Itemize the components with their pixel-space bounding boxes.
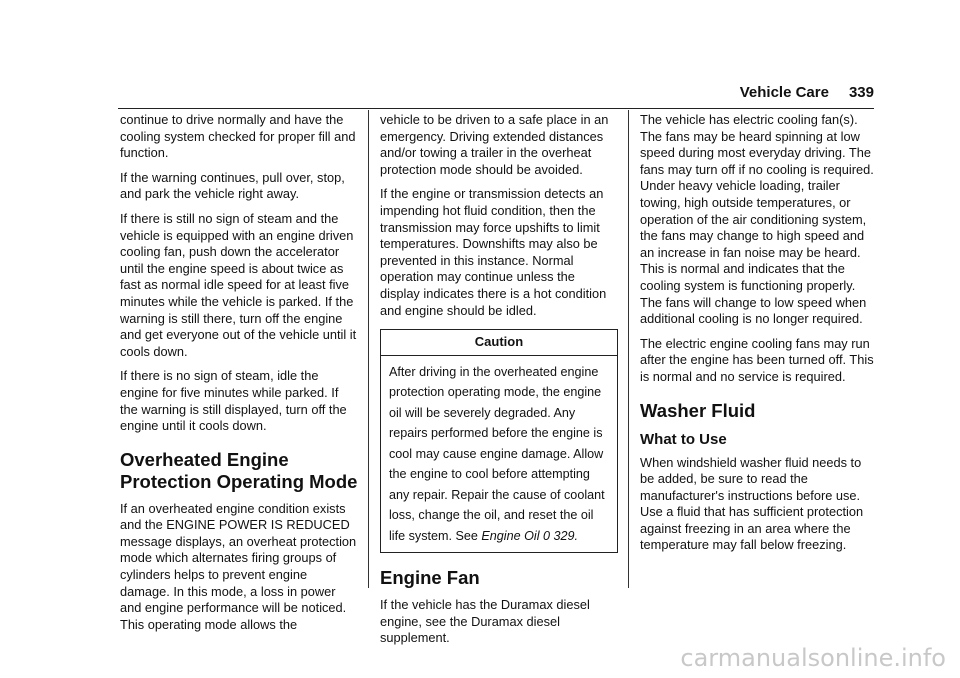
section-heading: Engine Fan [380, 567, 480, 589]
page-arrow-icon: 0 [543, 528, 551, 543]
paragraph: vehicle to be driven to a safe place in an emergency. Driving extended distances and/or towing a trailer in the overheat protection mode should be avoided. [380, 112, 609, 177]
paragraph: If the engine or transmission detects an impending hot fluid condition, then the transmission may force upshifts to limit temperatures. Downshifts may also be prevented in this instance. Normal operation may continue unless the display indicates there is a hot condition and engine should be idled. [380, 186, 607, 318]
paragraph: The vehicle has electric cooling fan(s). The fans may be heard spinning at low speed during most everyday driving. The fans may turn off if no cooling is required. Under heavy vehicle loading, trailer towing, high outside temperatures, or operation of the air conditioning system, the fans may change to high speed and an increase in fan noise may be heard. This is normal and indicates that the cooling system is functioning properly. The fans will change to low speed when additional cooling is no longer required. [640, 112, 874, 327]
page-header [118, 84, 874, 106]
paragraph: If the vehicle has the Duramax diesel engine, see the Duramax diesel supplement. [380, 597, 590, 646]
paragraph: If the warning continues, pull over, stop, and park the vehicle right away. [120, 169, 345, 202]
subsection-heading: What to Use [640, 430, 727, 448]
section-heading: Overheated Engine Protection Operating Mode [120, 448, 358, 492]
xref-title: Engine Oil [481, 528, 540, 543]
section-title: Vehicle Care [739, 84, 829, 101]
paragraph: If an overheated engine condition exists and the ENGINE POWER IS REDUCED message displays, an overheat protection mode which alternates firing groups of cylinders helps to prevent engine damage. In this mode, a loss in power and engine performance will be noticed. This operating mode allows the [120, 500, 357, 632]
paragraph: The electric engine cooling fans may run after the engine has been turned off. This is normal and no service is required. [640, 335, 874, 384]
paragraph: If there is still no sign of steam and the vehicle is equipped with an engine driven cooling fan, push down the accelerator until the engine speed is about twice as fast as normal idle speed for at least five minutes while the vehicle is parked. If the warning is still there, turn off the engine and get everyone out of the vehicle until it cools down. [120, 210, 357, 359]
page-number: 339 [848, 84, 874, 101]
caution-title: Caution [381, 330, 617, 356]
column-divider [368, 110, 369, 588]
cross-reference-link[interactable]: Engine Oil 0 329. [481, 528, 579, 543]
column-3 [640, 112, 878, 562]
section-heading: Washer Fluid [640, 399, 756, 421]
column-1 [120, 112, 358, 641]
caution-body [381, 356, 617, 553]
watermark: carmanualsonline.info [680, 644, 946, 672]
paragraph: If there is no sign of steam, idle the engine for five minutes while parked. If the warning is still displayed, turn off the engine until it cools down. [120, 368, 347, 434]
header-rule [118, 108, 874, 109]
column-divider [628, 110, 629, 588]
caution-box [380, 329, 618, 553]
xref-page: 329 [553, 528, 575, 543]
caution-text: After driving in the overheated engine protection operating mode, the engine oil will be severely degraded. Any repairs performed before the engine is cool may cause engine damage. Allow the engine to cool before attempting any repair. Repair the cause of coolant loss, change the oil, and reset the oil life system. See [389, 364, 605, 543]
column-2 [380, 112, 618, 655]
paragraph: When windshield washer fluid needs to be added, be sure to read the manufacturer's instructions before use. Use a fluid that has sufficient protection against freezing in an area where the temperature may fall below freezing. [640, 454, 864, 553]
paragraph: continue to drive normally and have the cooling system checked for proper fill and function. [120, 112, 356, 161]
header-text [740, 84, 874, 101]
